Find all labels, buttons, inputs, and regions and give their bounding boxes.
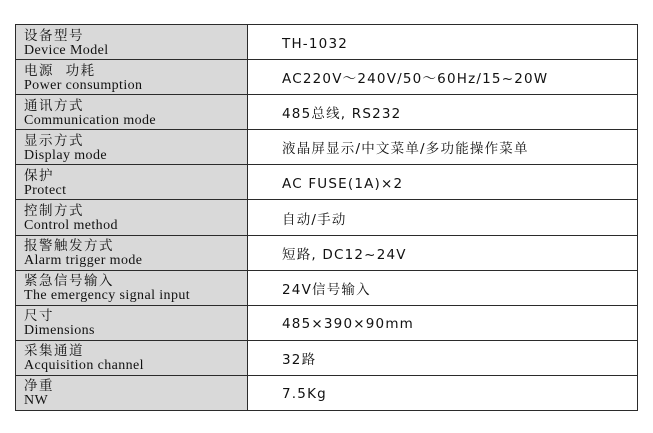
- value-text: 短路, DC12~24V: [282, 246, 407, 263]
- value-text: 液晶屏显示/中文菜单/多功能操作菜单: [282, 141, 529, 158]
- label-chinese: 尺寸: [24, 308, 54, 325]
- table-row: [16, 200, 638, 235]
- table-row: [16, 25, 638, 60]
- value-text: TH-1032: [282, 35, 349, 52]
- label-english: Protect: [24, 182, 67, 198]
- spec-value-display-mode: [248, 130, 638, 165]
- spec-label-power-consumption: [16, 60, 248, 95]
- spec-value-emergency-signal-input: [248, 270, 638, 305]
- spec-label-display-mode: [16, 130, 248, 165]
- label-english: Control method: [24, 218, 118, 234]
- label-english: Power consumption: [24, 77, 143, 93]
- label-english: Display mode: [24, 147, 107, 163]
- spec-value-power-consumption: [248, 60, 638, 95]
- value-text: 32路: [282, 351, 317, 368]
- value-text: 24V信号输入: [282, 281, 371, 298]
- table-row: [16, 60, 638, 95]
- spec-value-communication-mode: [248, 95, 638, 130]
- spec-label-device-model: [16, 25, 248, 60]
- label-chinese: 控制方式: [24, 203, 84, 220]
- label-english: The emergency signal input: [24, 288, 191, 304]
- spec-table: [15, 24, 638, 411]
- value-text: 485×390×90mm: [282, 316, 415, 333]
- label-chinese: 显示方式: [24, 132, 84, 149]
- table-row: [16, 340, 638, 375]
- table-row: [16, 270, 638, 305]
- spec-value-control-method: [248, 200, 638, 235]
- spec-value-dimensions: [248, 305, 638, 340]
- table-row: [16, 130, 638, 165]
- value-text: 485总线, RS232: [282, 106, 402, 123]
- spec-label-control-method: [16, 200, 248, 235]
- label-english: Device Model: [24, 42, 109, 58]
- label-chinese: 净重: [24, 378, 54, 395]
- table-row: [16, 165, 638, 200]
- table-row: [16, 235, 638, 270]
- spec-label-net-weight: [16, 375, 248, 410]
- label-chinese: 保护: [24, 167, 54, 184]
- label-english: Communication mode: [24, 112, 157, 128]
- spec-label-alarm-trigger-mode: [16, 235, 248, 270]
- spec-value-alarm-trigger-mode: [248, 235, 638, 270]
- label-chinese: 紧急信号输入: [24, 273, 114, 290]
- label-english: Acquisition channel: [24, 358, 144, 374]
- label-english: Alarm trigger mode: [24, 253, 143, 269]
- spec-value-protect: [248, 165, 638, 200]
- spec-label-dimensions: [16, 305, 248, 340]
- label-chinese: 采集通道: [24, 343, 84, 360]
- spec-value-acquisition-channel: [248, 340, 638, 375]
- value-text: AC FUSE(1A)×2: [282, 175, 404, 192]
- value-text: 自动/手动: [282, 211, 347, 228]
- label-english: Dimensions: [24, 323, 95, 339]
- label-chinese: 通讯方式: [24, 97, 84, 114]
- label-chinese: 电源 功耗: [24, 62, 96, 79]
- table-row: [16, 95, 638, 130]
- spec-value-device-model: [248, 25, 638, 60]
- table-row: [16, 375, 638, 410]
- value-text: AC220V～240V/50～60Hz/15~20W: [282, 71, 549, 88]
- value-text: 7.5Kg: [282, 386, 327, 403]
- spec-label-communication-mode: [16, 95, 248, 130]
- label-chinese: 设备型号: [24, 27, 84, 44]
- spec-label-acquisition-channel: [16, 340, 248, 375]
- table-row: [16, 305, 638, 340]
- spec-value-net-weight: [248, 375, 638, 410]
- spec-label-protect: [16, 165, 248, 200]
- label-chinese: 报警触发方式: [24, 238, 114, 255]
- spec-label-emergency-signal-input: [16, 270, 248, 305]
- label-english: NW: [24, 393, 49, 409]
